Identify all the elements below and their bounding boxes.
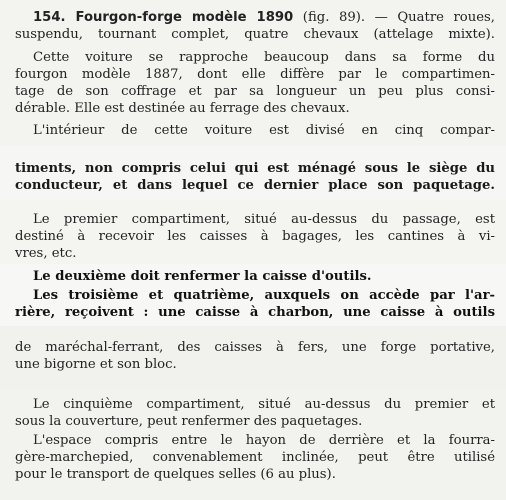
text-line: rière, reçoivent : une caisse à charbon, une caisse à outils (15, 305, 495, 320)
text-line: vres, etc. (15, 246, 77, 261)
text-block-4 (0, 264, 506, 326)
text-line: dérable. Elle est destinée au ferrage des chevaux. (15, 101, 350, 116)
text-line: gère-marchepied, convenablement inclinée, peut être utilisé (15, 450, 495, 465)
text-line: fourgon modèle 1887, dont elle diffère par le compartimen- (15, 67, 495, 82)
text-block-1 (0, 0, 506, 146)
text-line: de maréchal-ferrant, des caisses à fers, une forge portative, (15, 340, 495, 355)
text-line: sous la couverture, peut renfermer des paquetages. (15, 414, 363, 429)
text-line: L'intérieur de cette voiture est divisé en cinq compar- (33, 123, 495, 138)
text-line: timents, non compris celui qui est ménagé sous le siège du (15, 161, 495, 176)
text-line: pour le transport de quelques selles (6 au plus). (15, 467, 336, 482)
text-line: Cette voiture se rapproche beaucoup dans sa forme du (33, 50, 495, 65)
paragraph-heading-line (33, 9, 495, 26)
section-heading: 154. Fourgon-forge modèle 1890 (33, 10, 294, 25)
text-block-5 (0, 326, 506, 390)
text-line: Le premier compartiment, situé au-dessus du passage, est (33, 212, 495, 227)
text-line: une bigorne et son bloc. (15, 357, 177, 372)
text-block-6 (0, 390, 506, 500)
text-line: destiné à recevoir les caisses à bagages, les cantines à vi- (15, 229, 495, 244)
text-line: conducteur, et dans lequel ce dernier place son paquetage. (15, 178, 495, 193)
heading-description: (fig. 89). — Quatre roues, (293, 10, 496, 25)
text-line: Le deuxième doit renfermer la caisse d'outils. (33, 269, 372, 284)
text-line: Les troisième et quatrième, auxquels on accède par l'ar- (33, 288, 495, 303)
text-block-3 (0, 200, 506, 264)
text-line: Le cinquième compartiment, situé au-dessus du premier et (33, 397, 495, 412)
text-line: suspendu, tournant complet, quatre chevaux (attelage mixte). (15, 27, 495, 42)
text-line: tage de son coffrage et par sa longueur un peu plus consi- (15, 84, 495, 99)
text-line: L'espace compris entre le hayon de derrière et la fourra- (33, 433, 495, 448)
text-block-2 (0, 146, 506, 200)
